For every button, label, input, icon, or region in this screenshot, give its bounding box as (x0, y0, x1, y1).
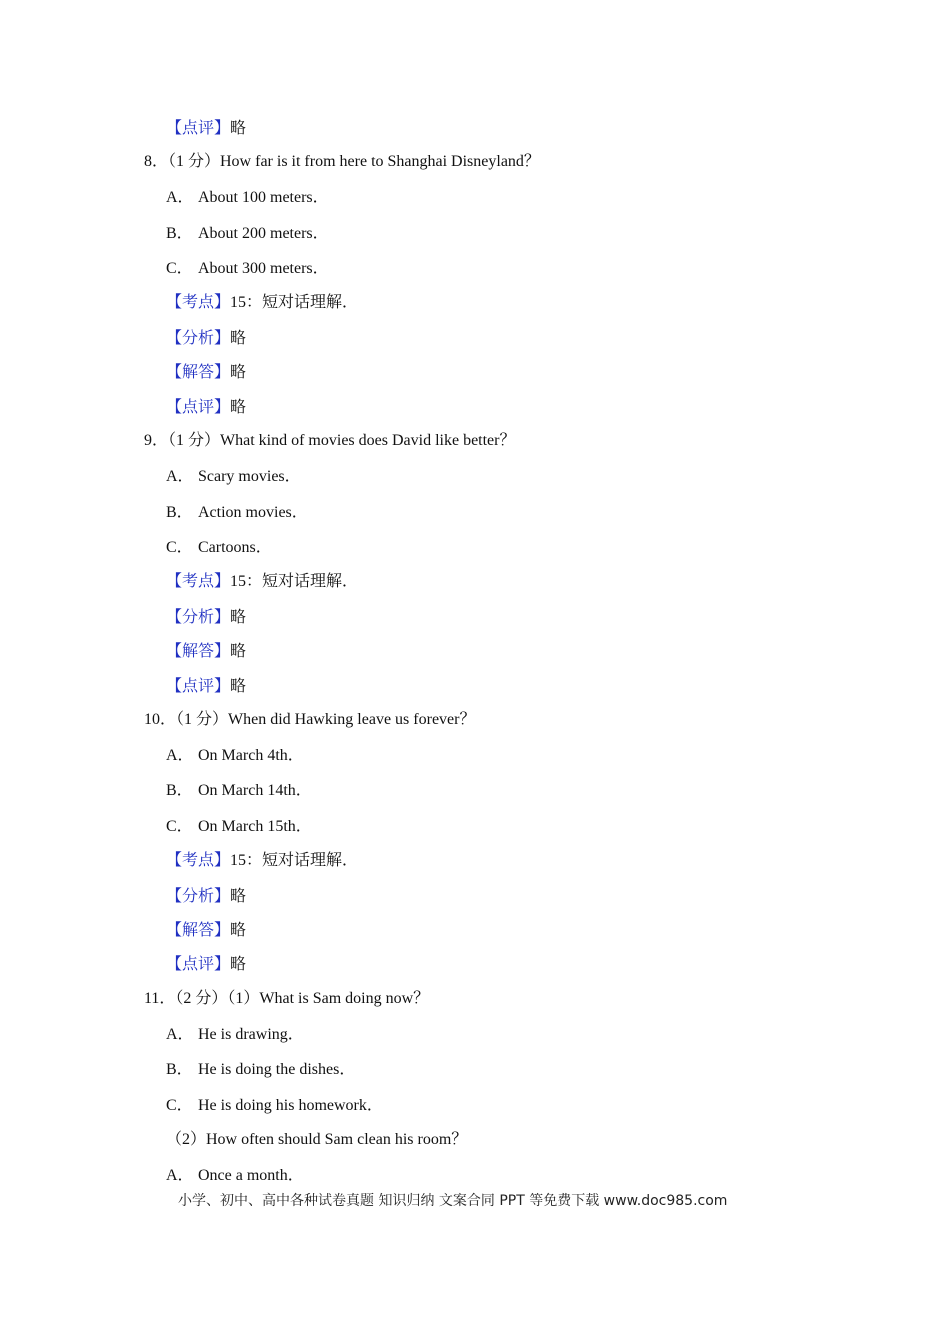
option-letter: B． (166, 1061, 193, 1078)
option-letter: C． (166, 818, 193, 835)
q11-sub2-option-a (166, 1166, 304, 1186)
option-letter: C． (166, 1097, 193, 1114)
option-text: Action movies． (198, 504, 308, 521)
q10-option-a (166, 746, 304, 766)
kaodian-label: 【考点】 (166, 852, 231, 869)
q10-analysis (166, 887, 246, 907)
option-text: He is drawing． (198, 1026, 304, 1043)
option-text: On March 4th． (198, 747, 304, 764)
question-11-sub2-stem: （2）How often should Sam clean his room？ (166, 1131, 468, 1148)
analysis-label: 【分析】 (166, 609, 231, 626)
q11-option-b (166, 1060, 355, 1080)
option-letter: A． (166, 468, 194, 485)
analysis-text: 略 (230, 609, 247, 626)
review-text: 略 (230, 956, 247, 973)
kaodian-label: 【考点】 (166, 294, 231, 311)
review-text: 略 (230, 399, 247, 416)
option-text: He is doing his homework． (198, 1097, 383, 1114)
option-text: About 200 meters． (198, 225, 329, 242)
answer-label: 【解答】 (166, 643, 231, 660)
analysis-label: 【分析】 (166, 888, 231, 905)
q8-analysis (166, 329, 246, 349)
review-line (166, 119, 246, 139)
option-letter: A． (166, 1167, 194, 1184)
q8-review (166, 398, 246, 418)
option-text: On March 14th． (198, 782, 312, 799)
answer-text: 略 (230, 364, 247, 381)
option-letter: A． (166, 747, 194, 764)
option-letter: C． (166, 539, 193, 556)
answer-label: 【解答】 (166, 922, 231, 939)
q9-option-b (166, 503, 308, 523)
q9-answer (166, 642, 246, 662)
analysis-label: 【分析】 (166, 330, 231, 347)
q11-option-a (166, 1025, 304, 1045)
question-11-stem: 11．（2 分）（1）What is Sam doing now？ (144, 990, 430, 1007)
q9-option-a (166, 467, 301, 487)
q9-review (166, 677, 246, 697)
answer-text: 略 (230, 922, 247, 939)
q10-option-c (166, 817, 312, 837)
option-text: Once a month． (198, 1167, 304, 1184)
kaodian-label: 【考点】 (166, 573, 231, 590)
option-letter: B． (166, 225, 193, 242)
question-8-stem: 8．（1 分）How far is it from here to Shanghai Disneyland？ (144, 153, 540, 170)
option-text: On March 15th． (198, 818, 312, 835)
option-text: Cartoons． (198, 539, 272, 556)
option-text: He is doing the dishes． (198, 1061, 356, 1078)
q11-option-c (166, 1096, 383, 1116)
question-9-stem: 9．（1 分）What kind of movies does David like better？ (144, 432, 516, 449)
analysis-text: 略 (230, 888, 247, 905)
option-text: Scary movies． (198, 468, 301, 485)
kaodian-text: 15：短对话理解． (230, 852, 359, 869)
review-label: 【点评】 (166, 120, 231, 137)
q8-kaodian (166, 293, 358, 313)
analysis-text: 略 (230, 330, 247, 347)
kaodian-text: 15：短对话理解． (230, 573, 359, 590)
option-letter: C． (166, 260, 193, 277)
kaodian-text: 15：短对话理解． (230, 294, 359, 311)
answer-text: 略 (230, 643, 247, 660)
q9-analysis (166, 608, 246, 628)
q8-option-c (166, 259, 329, 279)
review-label: 【点评】 (166, 678, 231, 695)
page-footer: 小学、初中、高中各种试卷真题 知识归纳 文案合同 PPT 等免费下载 www.doc985.com (178, 1193, 728, 1209)
option-letter: B． (166, 504, 193, 521)
review-label: 【点评】 (166, 399, 231, 416)
review-text: 略 (230, 678, 247, 695)
question-10-stem: 10．（1 分）When did Hawking leave us forever？ (144, 711, 476, 728)
option-letter: A． (166, 189, 194, 206)
q10-option-b (166, 781, 312, 801)
option-letter: A． (166, 1026, 194, 1043)
q10-answer (166, 921, 246, 941)
option-text: About 300 meters． (198, 260, 329, 277)
review-text: 略 (230, 120, 247, 137)
q8-option-a (166, 188, 329, 208)
review-label: 【点评】 (166, 956, 231, 973)
q9-kaodian (166, 572, 358, 592)
option-letter: B． (166, 782, 193, 799)
q8-answer (166, 363, 246, 383)
q9-option-c (166, 538, 272, 558)
answer-label: 【解答】 (166, 364, 231, 381)
q8-option-b (166, 224, 329, 244)
option-text: About 100 meters． (198, 189, 329, 206)
q10-review (166, 955, 246, 975)
q10-kaodian (166, 851, 358, 871)
